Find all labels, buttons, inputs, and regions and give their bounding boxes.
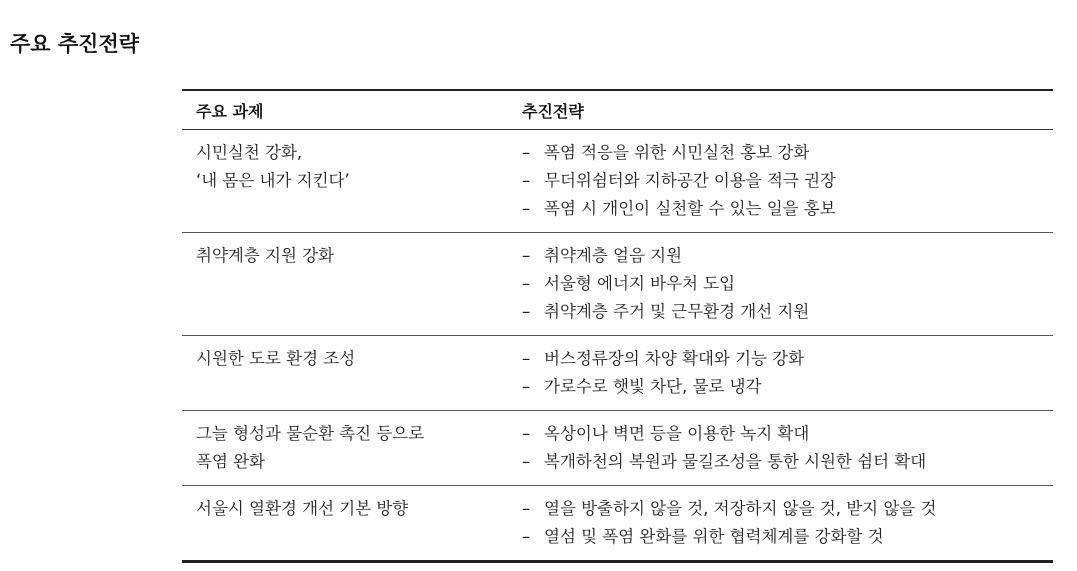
strategy-cell xyxy=(510,130,1053,233)
strategy-item xyxy=(522,495,1053,523)
strategy-text: 열섬 및 폭염 완화를 위한 협력체계를 강화할 것 xyxy=(544,527,884,546)
dash-bullet-icon: – xyxy=(522,302,531,321)
strategy-item xyxy=(522,298,1053,326)
dash-bullet-icon: – xyxy=(522,377,531,396)
task-text: 시원한 도로 환경 조성 xyxy=(196,349,356,368)
strategy-item xyxy=(522,139,1053,167)
strategy-text: 가로수로 햇빛 차단, 물로 냉각 xyxy=(544,377,762,396)
header-strategy: 추진전략 xyxy=(522,101,584,121)
table-row xyxy=(182,411,1053,486)
task-text: 서울시 열환경 개선 기본 방향 xyxy=(196,499,409,518)
table-row xyxy=(182,130,1053,233)
strategy-cell xyxy=(510,411,1053,486)
task-cell xyxy=(182,486,510,562)
strategy-item xyxy=(522,523,1053,551)
dash-bullet-icon: – xyxy=(522,171,531,190)
strategy-item xyxy=(522,270,1053,298)
strategy-text: 무더위쉼터와 지하공간 이용을 적극 권장 xyxy=(544,171,836,190)
strategy-item xyxy=(522,420,1053,448)
strategy-cell xyxy=(510,486,1053,562)
table-body xyxy=(182,130,1053,562)
table-header-row xyxy=(182,90,1053,130)
dash-bullet-icon: – xyxy=(522,527,531,546)
task-text: 시민실천 강화, xyxy=(196,143,303,162)
dash-bullet-icon: – xyxy=(522,143,531,162)
task-cell xyxy=(182,233,510,336)
strategy-text: 폭염 시 개인이 실천할 수 있는 일을 홍보 xyxy=(544,199,836,218)
strategy-cell xyxy=(510,233,1053,336)
dash-bullet-icon: – xyxy=(522,349,531,368)
section-title: 주요 추진전략 xyxy=(10,31,140,56)
strategy-item xyxy=(522,373,1053,401)
strategy-text: 열을 방출하지 않을 것, 저장하지 않을 것, 받지 않을 것 xyxy=(544,499,937,518)
task-cell xyxy=(182,336,510,411)
header-task: 주요 과제 xyxy=(196,101,264,121)
strategy-text: 폭염 적응을 위한 시민실천 홍보 강화 xyxy=(544,143,810,162)
strategy-text: 서울형 에너지 바우처 도입 xyxy=(544,274,736,293)
dash-bullet-icon: – xyxy=(522,199,531,218)
strategy-text: 복개하천의 복원과 물길조성을 통한 시원한 쉼터 확대 xyxy=(544,452,927,471)
dash-bullet-icon: – xyxy=(522,499,531,518)
strategy-cell xyxy=(510,336,1053,411)
task-text: ‘내 몸은 내가 지킨다’ xyxy=(196,171,350,190)
task-cell xyxy=(182,411,510,486)
strategy-item xyxy=(522,448,1053,476)
table-row xyxy=(182,336,1053,411)
dash-bullet-icon: – xyxy=(522,452,531,471)
dash-bullet-icon: – xyxy=(522,274,531,293)
strategy-item xyxy=(522,167,1053,195)
task-text: 폭염 완화 xyxy=(196,452,266,471)
table-row xyxy=(182,486,1053,562)
strategy-item xyxy=(522,195,1053,223)
dash-bullet-icon: – xyxy=(522,424,531,443)
task-text: 취약계층 지원 강화 xyxy=(196,246,335,265)
strategy-text: 옥상이나 벽면 등을 이용한 녹지 확대 xyxy=(544,424,810,443)
strategy-item xyxy=(522,242,1053,270)
strategy-item xyxy=(522,345,1053,373)
strategy-text: 취약계층 얼음 지원 xyxy=(544,246,683,265)
strategy-text: 취약계층 주거 및 근무환경 개선 지원 xyxy=(544,302,810,321)
strategy-table-container xyxy=(182,89,1053,563)
dash-bullet-icon: – xyxy=(522,246,531,265)
strategy-table xyxy=(182,89,1053,563)
table-row xyxy=(182,233,1053,336)
strategy-text: 버스정류장의 차양 확대와 기능 강화 xyxy=(544,349,805,368)
task-text: 그늘 형성과 물순환 촉진 등으로 xyxy=(196,424,425,443)
task-cell xyxy=(182,130,510,233)
